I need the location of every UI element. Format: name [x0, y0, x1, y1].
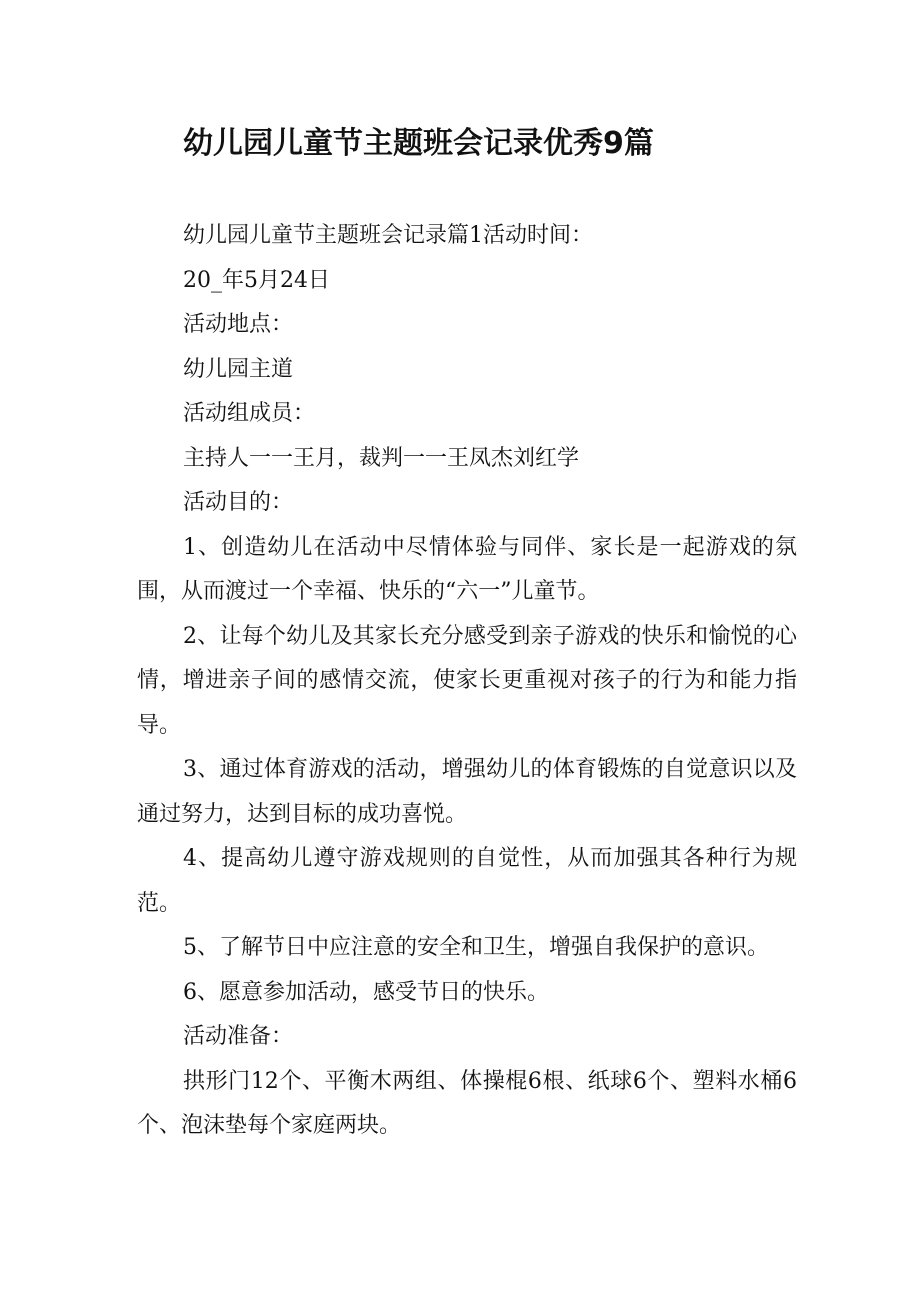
paragraph-members: 主持人一一王月，裁判一一王凤杰刘红学	[183, 445, 580, 471]
paragraph-goal-5: 5、了解节日中应注意的安全和卫生，增强自我保护的意识。	[183, 935, 769, 960]
paragraph-preparation: 拱形门12个、平衡木两组、体操棍6根、纸球6个、塑料水桶6个、泡沫垫每个家庭两块。	[137, 1068, 797, 1138]
paragraph-location-label: 活动地点：	[183, 312, 294, 337]
paragraph-goal-3: 3、通过体育游戏的活动，增强幼儿的体育锻炼的自觉意识以及通过努力，达到目标的成功喜悦。	[137, 757, 797, 827]
paragraph-goal-2: 2、让每个幼儿及其家长充分感受到亲子游戏的快乐和愉悦的心情，增进亲子间的感情交流，使家长更重视对孩子的行为和能力指导。	[137, 623, 797, 738]
paragraph-preparation-label: 活动准备：	[183, 1024, 294, 1049]
paragraph-goal-6: 6、愿意参加活动，感受节日的快乐。	[183, 979, 549, 1005]
document-title: 幼儿园儿童节主题班会记录优秀9篇	[183, 126, 654, 161]
paragraph-goals-label: 活动目的：	[183, 490, 294, 515]
paragraph-date: 20_年5月24日	[183, 267, 330, 293]
paragraph-location: 幼儿园主道	[183, 356, 294, 382]
paragraph-section-heading: 幼儿园儿童节主题班会记录篇1活动时间：	[183, 223, 593, 248]
document-body	[137, 214, 797, 1149]
paragraph-goal-4: 4、提高幼儿遵守游戏规则的自觉性，从而加强其各种行为规范。	[137, 846, 797, 916]
paragraph-goal-1: 1、创造幼儿在活动中尽情体验与同伴、家长是一起游戏的氛围，从而渡过一个幸福、快乐的“六一”儿童节。	[137, 534, 797, 604]
paragraph-members-label: 活动组成员：	[183, 401, 316, 426]
